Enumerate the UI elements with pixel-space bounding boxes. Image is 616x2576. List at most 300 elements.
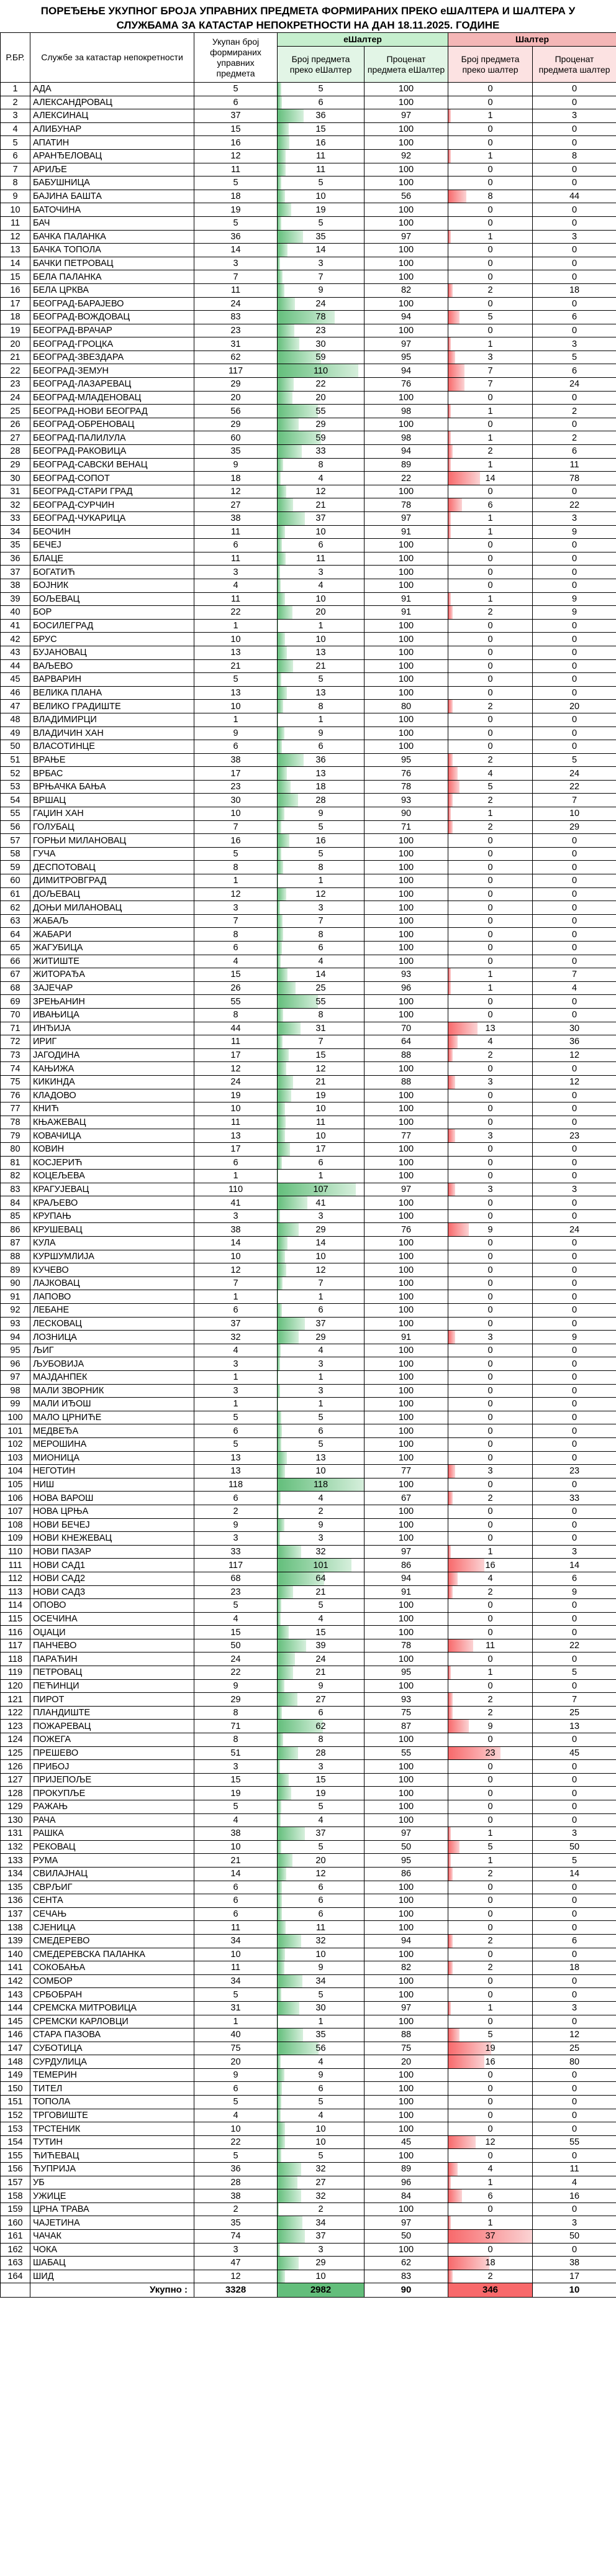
cell-rb: 123 — [1, 1720, 30, 1733]
cell-value: 0 — [487, 567, 493, 577]
eshalter-data-bar — [278, 1948, 285, 1961]
cell-value: 23 — [315, 325, 326, 336]
shalter-data-bar — [448, 1935, 453, 1948]
cell-s-pct: 0 — [533, 1290, 616, 1304]
cell-s-pct: 0 — [533, 257, 616, 270]
cell-service: ГОРЊИ МИЛАНОВАЦ — [30, 834, 194, 848]
cell-s-count — [448, 659, 533, 673]
cell-rb: 120 — [1, 1679, 30, 1693]
cell-rb: 39 — [1, 592, 30, 606]
cell-rb: 157 — [1, 2176, 30, 2189]
cell-total: 10 — [194, 2122, 278, 2136]
cell-s-count — [448, 2096, 533, 2109]
table-row — [1, 1478, 616, 1492]
cell-s-pct: 0 — [533, 1518, 616, 1532]
cell-e-count — [278, 619, 365, 633]
shalter-data-bar — [448, 2028, 460, 2042]
cell-total: 71 — [194, 1720, 278, 1733]
cell-e-pct: 100 — [365, 136, 448, 150]
cell-total: 4 — [194, 1813, 278, 1827]
table-row — [1, 767, 616, 781]
cell-e-count — [278, 1907, 365, 1921]
cell-service: ОЏАЦИ — [30, 1626, 194, 1639]
table-row — [1, 646, 616, 659]
cell-e-count — [278, 2176, 365, 2189]
cell-value: 6 — [318, 1305, 324, 1316]
cell-s-count — [448, 928, 533, 942]
cell-e-count — [278, 2163, 365, 2176]
cell-total: 12 — [194, 1263, 278, 1277]
cell-total: 11 — [194, 1961, 278, 1975]
cell-value: 0 — [487, 849, 493, 859]
eshalter-data-bar — [278, 472, 281, 485]
table-row — [1, 1196, 616, 1210]
cell-value: 16 — [485, 1560, 496, 1570]
table-row — [1, 1142, 616, 1156]
cell-total: 10 — [194, 633, 278, 646]
eshalter-data-bar — [278, 512, 305, 525]
cell-e-pct: 97 — [365, 512, 448, 526]
table-row — [1, 2082, 616, 2096]
cell-s-pct: 6 — [533, 1572, 616, 1585]
cell-e-pct: 100 — [365, 418, 448, 431]
cell-e-pct: 100 — [365, 1518, 448, 1532]
cell-service: УЖИЦЕ — [30, 2189, 194, 2203]
table-row — [1, 673, 616, 687]
cell-value: 5 — [318, 1413, 324, 1423]
cell-s-count — [448, 767, 533, 781]
cell-value: 0 — [487, 1238, 493, 1249]
cell-service: ВРШАЦ — [30, 794, 194, 807]
cell-value: 9 — [318, 1963, 324, 1973]
table-row — [1, 1223, 616, 1237]
table-row — [1, 525, 616, 539]
cell-e-count — [278, 2122, 365, 2136]
cell-s-pct: 3 — [533, 1827, 616, 1841]
table-row — [1, 1357, 616, 1371]
cell-value: 0 — [487, 1426, 493, 1436]
cell-service: СВИЛАЈНАЦ — [30, 1867, 194, 1881]
cell-service: БАЧКИ ПЕТРОВАЦ — [30, 257, 194, 270]
eshalter-data-bar — [278, 1868, 286, 1881]
cell-value: 2 — [487, 285, 493, 296]
cell-total: 10 — [194, 1250, 278, 1263]
cell-s-pct: 0 — [533, 2082, 616, 2096]
cell-total: 56 — [194, 405, 278, 418]
eshalter-data-bar — [278, 1519, 284, 1532]
cell-value: 0 — [487, 1627, 493, 1638]
cell-value: 12 — [485, 2137, 496, 2148]
cell-s-count — [448, 1465, 533, 1478]
cell-total: 17 — [194, 1142, 278, 1156]
cell-value: 9 — [318, 809, 324, 819]
cell-value: 7 — [487, 365, 493, 376]
cell-rb: 26 — [1, 418, 30, 431]
totals-label: Укупно : — [30, 2283, 194, 2298]
eshalter-data-bar — [278, 1452, 287, 1465]
table-row — [1, 1237, 616, 1250]
cell-e-pct: 45 — [365, 2135, 448, 2149]
eshalter-data-bar — [278, 1599, 281, 1612]
cell-service: КЛАДОВО — [30, 1089, 194, 1102]
cell-value: 0 — [487, 648, 493, 658]
shalter-data-bar — [448, 405, 451, 418]
cell-rb: 133 — [1, 1854, 30, 1868]
table-row — [1, 2230, 616, 2244]
cell-s-pct: 0 — [533, 2202, 616, 2216]
eshalter-data-bar — [278, 190, 285, 203]
cell-rb: 9 — [1, 190, 30, 203]
cell-rb: 37 — [1, 566, 30, 579]
cell-e-pct: 100 — [365, 673, 448, 687]
cell-s-count — [448, 512, 533, 526]
eshalter-data-bar — [278, 217, 281, 230]
cell-rb: 34 — [1, 525, 30, 539]
cell-e-pct: 100 — [365, 1277, 448, 1290]
cell-s-count — [448, 2055, 533, 2069]
cell-e-count — [278, 1022, 365, 1035]
cell-e-pct: 78 — [365, 780, 448, 794]
cell-rb: 2 — [1, 96, 30, 109]
totals-e-count: 2982 — [278, 2283, 365, 2298]
cell-e-pct: 100 — [365, 216, 448, 230]
cell-total: 6 — [194, 96, 278, 109]
cell-rb: 132 — [1, 1840, 30, 1854]
cell-value: 8 — [318, 1735, 324, 1745]
cell-s-pct: 5 — [533, 753, 616, 767]
cell-value: 29 — [315, 2258, 326, 2268]
cell-service: ЉИГ — [30, 1344, 194, 1357]
cell-e-pct: 84 — [365, 2189, 448, 2203]
cell-rb: 16 — [1, 283, 30, 297]
cell-value: 11 — [315, 164, 326, 175]
cell-total: 5 — [194, 2096, 278, 2109]
cell-value: 0 — [487, 1613, 493, 1624]
table-row — [1, 2149, 616, 2163]
cell-e-pct: 92 — [365, 149, 448, 163]
cell-s-count — [448, 270, 533, 284]
cell-service: БЕОГРАД-БАРАЈЕВО — [30, 297, 194, 311]
cell-e-pct: 82 — [365, 283, 448, 297]
cell-s-count — [448, 1183, 533, 1196]
cell-service: РЕКОВАЦ — [30, 1840, 194, 1854]
cell-value: 30 — [315, 339, 326, 349]
cell-s-pct: 0 — [533, 2068, 616, 2082]
cell-s-count — [448, 2122, 533, 2136]
cell-value: 0 — [487, 2150, 493, 2161]
cell-service: МЕРОШИНА — [30, 1437, 194, 1451]
cell-e-pct: 50 — [365, 2230, 448, 2244]
cell-s-pct: 0 — [533, 1787, 616, 1800]
cell-total: 36 — [194, 230, 278, 244]
cell-s-count — [448, 713, 533, 727]
cell-total: 37 — [194, 1317, 278, 1331]
cell-total: 3 — [194, 566, 278, 579]
cell-value: 22 — [315, 379, 326, 390]
cell-value: 3 — [318, 1385, 324, 1396]
cell-rb: 161 — [1, 2230, 30, 2244]
table-row — [1, 1666, 616, 1680]
cell-service: УБ — [30, 2176, 194, 2189]
cell-e-pct: 100 — [365, 887, 448, 901]
cell-s-count — [448, 1532, 533, 1546]
cell-total: 68 — [194, 1572, 278, 1585]
cell-value: 14 — [315, 245, 326, 255]
table-row — [1, 2122, 616, 2136]
cell-value: 8 — [318, 701, 324, 712]
cell-value: 0 — [487, 1761, 493, 1772]
table-row — [1, 1048, 616, 1062]
cell-total: 3 — [194, 1532, 278, 1546]
cell-s-count — [448, 1331, 533, 1344]
cell-e-pct: 100 — [365, 2096, 448, 2109]
cell-e-count — [278, 1344, 365, 1357]
cell-s-pct: 0 — [533, 901, 616, 915]
cell-e-pct: 100 — [365, 928, 448, 942]
eshalter-data-bar — [278, 2109, 281, 2122]
cell-s-count — [448, 995, 533, 1009]
cell-s-count — [448, 418, 533, 431]
cell-value: 2 — [487, 1050, 493, 1061]
cell-value: 10 — [315, 1130, 326, 1141]
cell-e-count — [278, 270, 365, 284]
cell-e-count — [278, 847, 365, 861]
cell-s-count — [448, 968, 533, 982]
shalter-data-bar — [448, 512, 451, 525]
cell-rb: 148 — [1, 2055, 30, 2069]
table-row — [1, 1250, 616, 1263]
cell-e-count — [278, 1974, 365, 1988]
cell-e-count — [278, 1223, 365, 1237]
cell-total: 23 — [194, 1585, 278, 1599]
cell-e-pct: 100 — [365, 1398, 448, 1411]
shalter-data-bar — [448, 378, 464, 391]
shalter-data-bar — [448, 1666, 451, 1679]
shalter-data-bar — [448, 1076, 455, 1089]
eshalter-data-bar — [278, 1424, 282, 1437]
shalter-data-bar — [448, 1639, 473, 1652]
cell-s-count — [448, 834, 533, 848]
cell-rb: 41 — [1, 619, 30, 633]
table-row — [1, 807, 616, 821]
cell-e-count — [278, 1075, 365, 1089]
eshalter-data-bar — [278, 2149, 281, 2162]
eshalter-data-bar — [278, 1438, 281, 1451]
cell-value: 2 — [487, 795, 493, 805]
cell-value: 2 — [487, 1694, 493, 1705]
cell-total: 40 — [194, 2028, 278, 2042]
cell-e-pct: 100 — [365, 297, 448, 311]
cell-value: 0 — [487, 1735, 493, 1745]
shalter-data-bar — [448, 1049, 453, 1062]
totals-s-pct: 10 — [533, 2283, 616, 2298]
cell-service: БЕОГРАД-НОВИ БЕОГРАД — [30, 405, 194, 418]
cell-service: ГАЏИН ХАН — [30, 807, 194, 821]
cell-e-pct: 100 — [365, 391, 448, 405]
cell-s-pct: 3 — [533, 1183, 616, 1196]
cell-e-pct: 75 — [365, 1706, 448, 1720]
cell-total: 51 — [194, 1746, 278, 1760]
cell-e-count — [278, 566, 365, 579]
cell-total: 19 — [194, 203, 278, 217]
cell-rb: 138 — [1, 1921, 30, 1935]
cell-total: 22 — [194, 606, 278, 620]
cell-e-pct: 100 — [365, 1652, 448, 1666]
cell-e-count — [278, 1706, 365, 1720]
cell-s-count — [448, 216, 533, 230]
cell-e-count — [278, 2216, 365, 2230]
table-row — [1, 96, 616, 109]
cell-value: 15 — [315, 1050, 326, 1061]
cell-s-count — [448, 1505, 533, 1518]
cell-total: 12 — [194, 1062, 278, 1076]
cell-value: 14 — [315, 969, 326, 980]
cell-value: 9 — [318, 285, 324, 296]
cell-service: ЖАБАРИ — [30, 928, 194, 942]
cell-e-pct: 62 — [365, 2257, 448, 2270]
cell-e-count — [278, 767, 365, 781]
cell-rb: 48 — [1, 713, 30, 727]
cell-s-pct: 30 — [533, 1022, 616, 1035]
cell-value: 9 — [318, 1519, 324, 1530]
cell-value: 9 — [318, 2070, 324, 2081]
cell-e-count — [278, 1492, 365, 1505]
cell-total: 13 — [194, 646, 278, 659]
cell-s-count — [448, 1787, 533, 1800]
cell-s-count — [448, 942, 533, 955]
cell-e-count — [278, 753, 365, 767]
table-row — [1, 713, 616, 727]
cell-value: 0 — [487, 1949, 493, 1960]
table-row — [1, 1411, 616, 1424]
cell-s-pct: 16 — [533, 2189, 616, 2203]
cell-value: 59 — [315, 433, 326, 443]
cell-value: 0 — [487, 218, 493, 229]
shalter-data-bar — [448, 109, 451, 122]
eshalter-data-bar — [278, 136, 289, 149]
cell-rb: 4 — [1, 122, 30, 136]
cell-value: 0 — [487, 1278, 493, 1289]
eshalter-data-bar — [278, 1881, 282, 1894]
cell-value: 6 — [487, 500, 493, 510]
cell-e-count — [278, 1451, 365, 1465]
cell-s-count — [448, 176, 533, 190]
cell-rb: 59 — [1, 861, 30, 874]
cell-e-count — [278, 1800, 365, 1814]
eshalter-data-bar — [278, 566, 280, 579]
cell-e-pct: 100 — [365, 1679, 448, 1693]
cell-service: ВАРВАРИН — [30, 673, 194, 687]
cell-s-pct: 0 — [533, 2149, 616, 2163]
cell-service: ЋИЋЕВАЦ — [30, 2149, 194, 2163]
cell-service: ЉУБОВИЈА — [30, 1357, 194, 1371]
cell-value: 5 — [318, 218, 324, 229]
cell-value: 56 — [315, 2043, 326, 2053]
cell-service: БАЈИНА БАШТА — [30, 190, 194, 203]
cell-e-count — [278, 257, 365, 270]
eshalter-data-bar — [278, 968, 288, 981]
cell-s-pct: 0 — [533, 1988, 616, 2002]
cell-total: 24 — [194, 297, 278, 311]
cell-s-pct: 3 — [533, 230, 616, 244]
cell-value: 8 — [487, 191, 493, 202]
cell-value: 5 — [487, 312, 493, 323]
cell-value: 5 — [318, 674, 324, 685]
eshalter-data-bar — [278, 1733, 283, 1746]
cell-value: 3 — [487, 1466, 493, 1477]
cell-rb: 110 — [1, 1545, 30, 1559]
cell-e-count — [278, 311, 365, 324]
cell-e-count — [278, 539, 365, 552]
table-row — [1, 1652, 616, 1666]
cell-value: 0 — [487, 1104, 493, 1114]
cell-e-count — [278, 2001, 365, 2015]
table-row — [1, 1907, 616, 1921]
cell-value: 2 — [487, 1963, 493, 1973]
cell-s-pct: 0 — [533, 579, 616, 592]
cell-value: 6 — [318, 2083, 324, 2094]
cell-s-pct: 0 — [533, 713, 616, 727]
cell-e-count — [278, 2015, 365, 2028]
cell-rb: 77 — [1, 1102, 30, 1116]
eshalter-data-bar — [278, 231, 303, 244]
cell-service: АДА — [30, 83, 194, 96]
cell-e-count — [278, 1612, 365, 1626]
cell-rb: 127 — [1, 1773, 30, 1787]
cell-s-count — [448, 1961, 533, 1975]
cell-e-pct: 100 — [365, 176, 448, 190]
cell-total: 60 — [194, 431, 278, 445]
cell-s-pct: 0 — [533, 324, 616, 337]
cell-service: ВРАЊЕ — [30, 753, 194, 767]
cell-s-count — [448, 1344, 533, 1357]
cell-value: 5 — [487, 1842, 493, 1853]
cell-total: 13 — [194, 1129, 278, 1143]
cell-value: 0 — [487, 1480, 493, 1490]
table-row — [1, 1035, 616, 1049]
cell-s-pct: 0 — [533, 122, 616, 136]
cell-s-pct: 0 — [533, 646, 616, 659]
cell-s-pct: 6 — [533, 1934, 616, 1948]
cell-service: СРЕМСКИ КАРЛОВЦИ — [30, 2015, 194, 2028]
cell-e-count — [278, 606, 365, 620]
cell-service: НОВИ КНЕЖЕВАЦ — [30, 1532, 194, 1546]
cell-s-pct: 6 — [533, 311, 616, 324]
cell-rb: 92 — [1, 1304, 30, 1318]
table-row — [1, 83, 616, 96]
cell-value: 0 — [487, 634, 493, 644]
cell-s-count — [448, 1277, 533, 1290]
cell-value: 14 — [485, 473, 496, 484]
cell-s-pct: 0 — [533, 1907, 616, 1921]
table-row — [1, 1840, 616, 1854]
table-row — [1, 1854, 616, 1868]
cell-rb: 82 — [1, 1170, 30, 1183]
cell-s-count — [448, 1733, 533, 1747]
table-row — [1, 2163, 616, 2176]
cell-s-count — [448, 83, 533, 96]
cell-e-pct: 100 — [365, 1317, 448, 1331]
shalter-data-bar — [448, 606, 453, 619]
cell-value: 0 — [487, 1922, 493, 1933]
table-row — [1, 820, 616, 834]
cell-e-pct: 98 — [365, 405, 448, 418]
cell-total: 34 — [194, 1934, 278, 1948]
cell-e-count — [278, 203, 365, 217]
cell-total: 1 — [194, 1170, 278, 1183]
cell-value: 35 — [315, 231, 326, 242]
cell-service: КРУШЕВАЦ — [30, 1223, 194, 1237]
